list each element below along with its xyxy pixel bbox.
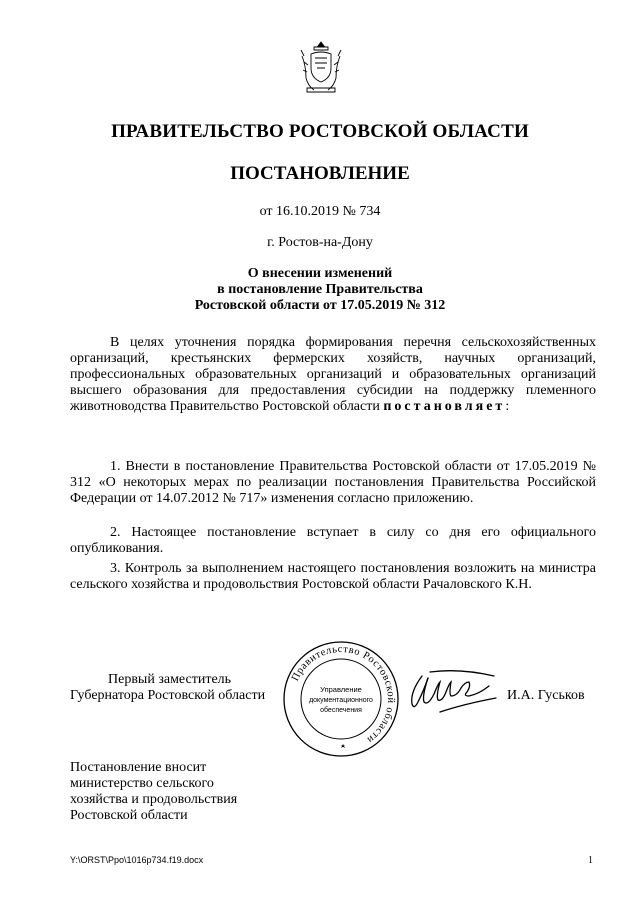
document-type: ПОСТАНОВЛЕНИЕ — [230, 163, 410, 184]
decree-colon: : — [505, 399, 510, 414]
signatory-position-line: Первый заместитель — [108, 672, 232, 687]
page-number: 1 — [588, 855, 593, 866]
stamp-ring-text: Правительство Ростовской области — [289, 643, 397, 746]
introduced-by-block — [70, 760, 237, 824]
introduced-by-line: Ростовской области — [70, 808, 188, 823]
decree-word: постановляет — [383, 399, 506, 414]
signatory-name: И.А. Гуськов — [507, 688, 585, 703]
introduced-by-line: Постановление вносит — [70, 760, 207, 775]
stamp-center-line: документационного — [309, 697, 373, 704]
resolution-item: 2. Настоящее постановление вступает в силу со дня его официального опубликования. — [70, 525, 596, 556]
signatory-position-line: Губернатора Ростовской области — [70, 688, 266, 703]
document-date-number: от 16.10.2019 № 734 — [259, 204, 381, 219]
stamp-center-line: обеспечения — [320, 707, 362, 714]
stamp-center-line: Управление — [320, 685, 362, 694]
subject-line: в постановление Правительства — [217, 282, 423, 297]
subject-line: Ростовской области от 17.05.2019 № 312 — [194, 298, 446, 313]
document-subject — [0, 266, 640, 314]
subject-line: О внесении изменений — [247, 266, 393, 281]
introduced-by-line: хозяйства и продовольствия — [70, 792, 238, 807]
signatory-position — [70, 672, 265, 704]
footer-file-path: Y:\ORST\Ppo\1016p734.f19.docx — [70, 855, 204, 865]
handwritten-signature — [400, 668, 504, 716]
organization-title: ПРАВИТЕЛЬСТВО РОСТОВСКОЙ ОБЛАСТИ — [111, 121, 529, 142]
official-stamp — [282, 640, 400, 758]
introduced-by-line: министерство сельского — [70, 776, 214, 791]
resolution-item: 3. Контроль за выполнением настоящего постановления возложить на министра сельского хозяйства и продовольствия Ростовской области Рачаловского К.Н. — [70, 561, 596, 592]
resolution-item: 1. Внести в постановление Правительства Ростовской области от 17.05.2019 № 312 «О некоторых мерах по реализации постановления Правительства Российской Федерации от 14.07.2012 № 717» изменения согласно приложению. — [70, 459, 596, 506]
preamble-paragraph — [70, 335, 596, 415]
preamble-text: В целях уточнения порядка формирования перечня сельскохозяйственных организаций, крестьянских фермерских хозяйств, научных организаций, профессиональных образовательных организаций и образовательных организаций высшего образования для предоставления субсидии на поддержку племенного животноводства Правительство Ростовской области — [70, 335, 596, 414]
coat-of-arms-icon — [299, 40, 343, 96]
document-place: г. Ростов-на-Дону — [267, 235, 373, 250]
